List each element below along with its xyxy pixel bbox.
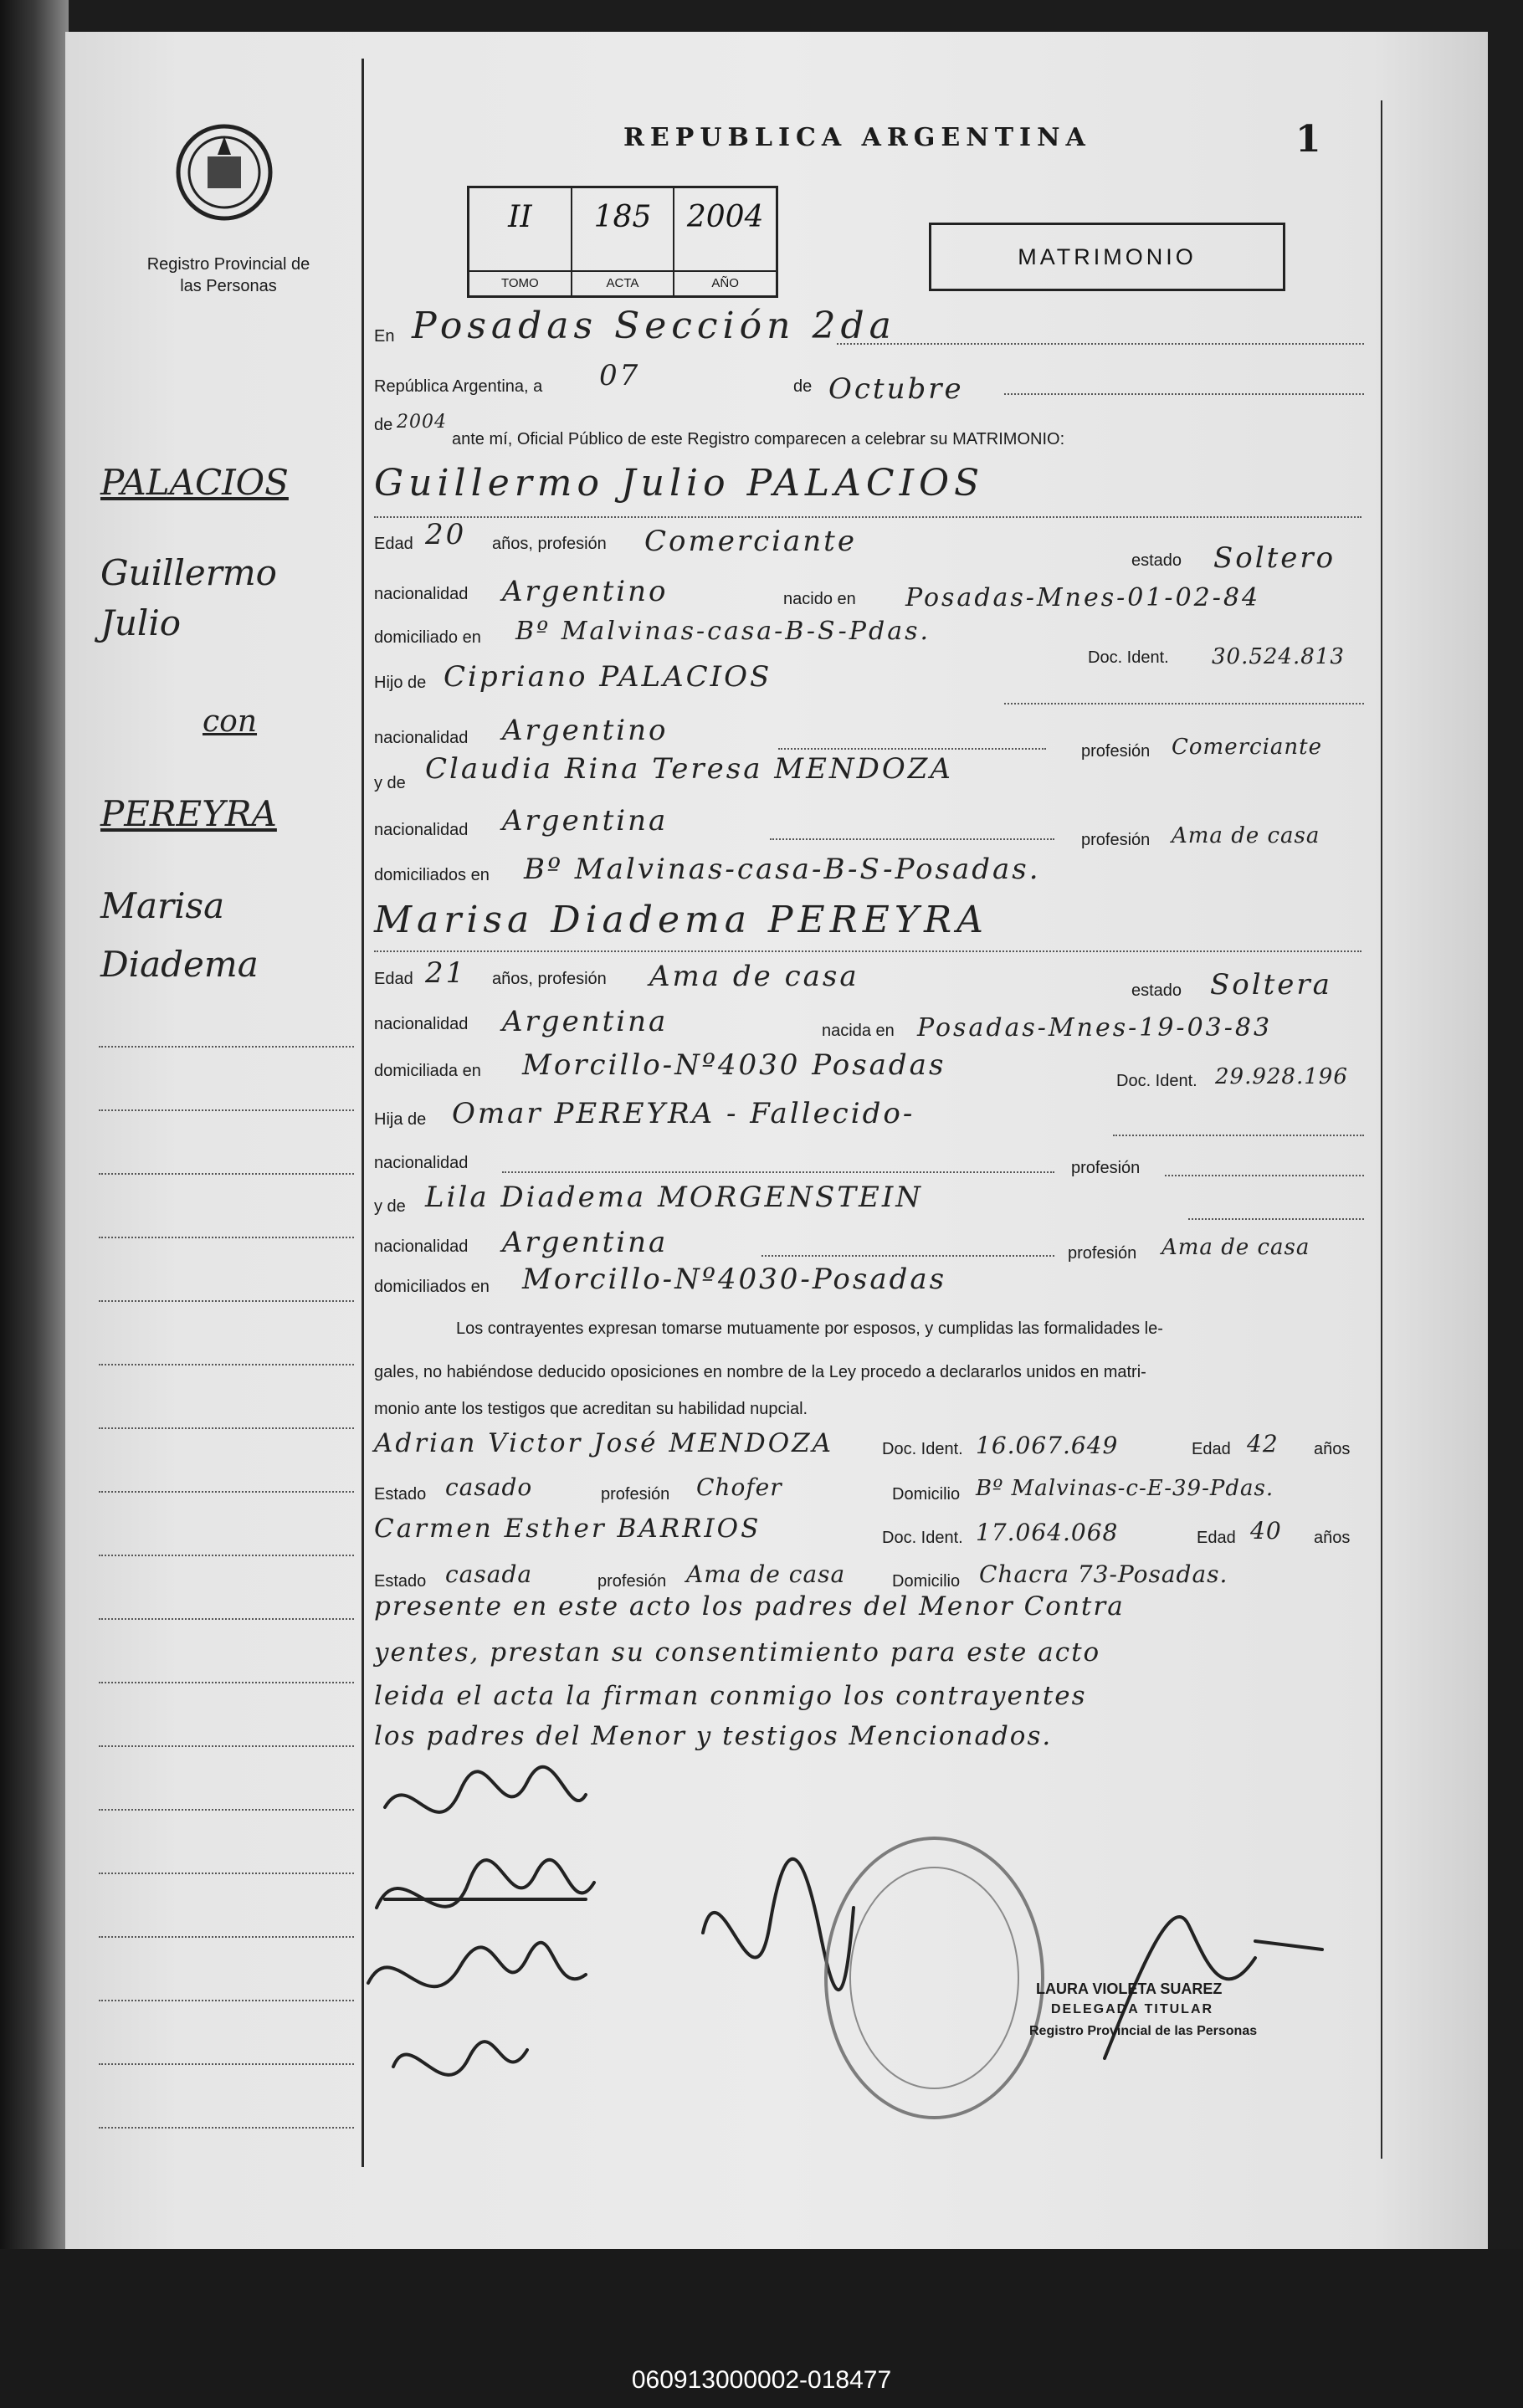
intro-day: 07: [599, 359, 641, 392]
groom-profesion: Comerciante: [644, 525, 857, 558]
groom-name-line: [374, 516, 1361, 518]
bride-padre-line: [1113, 1135, 1364, 1136]
witness2-prof-label: profesión: [597, 1572, 667, 1591]
intro-month: Octubre: [828, 372, 964, 406]
witness2-edad-label: Edad: [1197, 1529, 1236, 1547]
intro-year: 2004: [397, 412, 447, 433]
margin-given-groom-2: Julio: [100, 602, 182, 643]
witness1-edad-label: Edad: [1192, 1440, 1231, 1458]
registry-name: Registro Provincial de las Personas: [146, 255, 310, 295]
bride-prof-padre-label: profesión: [1071, 1159, 1141, 1177]
record-number-box: [467, 186, 778, 298]
witness2-estado: casada: [445, 1560, 533, 1588]
witness1-dom-label: Domicilio: [892, 1485, 961, 1504]
bride-dom-padres: Morcillo-Nº4030-Posadas: [522, 1263, 947, 1296]
tomo-value: II: [508, 200, 532, 234]
groom-yde-label: y de: [374, 774, 406, 792]
witness1-edad: 42: [1247, 1430, 1279, 1458]
book-spine: [0, 0, 69, 2408]
groom-anos-label: años, profesión: [492, 535, 607, 553]
officer-name: LAURA VIOLETA SUAREZ: [1036, 1980, 1223, 1997]
bride-profesion: Ama de casa: [649, 960, 859, 993]
footer-code: 060913000002-018477: [631, 2366, 892, 2394]
intro-month-line: [1004, 393, 1364, 395]
bride-prof-padre-line: [1165, 1175, 1364, 1176]
bride-edad: 21: [425, 956, 467, 990]
country-title: REPUBLICA ARGENTINA: [623, 123, 1091, 152]
witness1-name: Adrian Victor José MENDOZA: [374, 1428, 834, 1458]
bride-doc-label: Doc. Ident.: [1116, 1072, 1197, 1090]
groom-doms-label: domiciliados en: [374, 866, 490, 884]
bride-nac-madre-label: nacionalidad: [374, 1237, 469, 1256]
acta-value: 185: [593, 200, 652, 234]
bride-nac-madre-line: [762, 1255, 1054, 1257]
groom-nac-madre-line: [770, 838, 1054, 840]
groom-dom-padres: Bº Malvinas-casa-B-S-Posadas.: [524, 853, 1041, 886]
bride-madre-line: [1188, 1218, 1364, 1220]
bride-anos-label: años, profesión: [492, 970, 607, 988]
bride-estado: Soltera: [1210, 968, 1332, 1002]
statement-line-3: monio ante los testigos que acreditan su habilidad nupcial.: [374, 1400, 808, 1418]
groom-padre: Cipriano PALACIOS: [444, 660, 772, 694]
acta-cell: [572, 188, 675, 295]
groom-nacido: Posadas-Mnes-01-02-84: [905, 583, 1261, 612]
witness1-anos: años: [1314, 1440, 1351, 1458]
intro-de-year: de: [374, 416, 393, 434]
bride-nacionalidad: Argentina: [502, 1005, 669, 1038]
bride-padre: Omar PEREYRA - Fallecido-: [452, 1097, 915, 1130]
bride-nac-padre-line: [502, 1171, 1054, 1173]
tomo-label: TOMO: [469, 270, 571, 295]
witness1-doc-label: Doc. Ident.: [882, 1440, 963, 1458]
groom-dom-label: domiciliado en: [374, 628, 481, 647]
margin-surname-bride: PEREYRA: [100, 793, 277, 834]
registry-seal: [174, 121, 274, 223]
groom-estado-label: estado: [1131, 551, 1182, 570]
groom-nac-label: nacionalidad: [374, 585, 469, 603]
bride-dom-label: domiciliada en: [374, 1062, 481, 1080]
official-stamp: [824, 1837, 1044, 2119]
witness1-domicilio: Bº Malvinas-c-E-39-Pdas.: [976, 1476, 1274, 1501]
witness1-prof-label: profesión: [601, 1485, 670, 1504]
anio-label: AÑO: [674, 270, 776, 295]
bride-nacida: Posadas-Mnes-19-03-83: [917, 1013, 1273, 1043]
witness1-profesion: Chofer: [696, 1473, 782, 1501]
intro-ante: ante mí, Oficial Público de este Registro comparecen a celebrar su MATRIMONIO:: [452, 430, 1065, 448]
officer-office: Registro Provincial de las Personas: [1029, 2024, 1258, 2038]
witness1-doc: 16.067.649: [976, 1432, 1119, 1459]
witness1-estado: casado: [445, 1473, 533, 1501]
groom-nac-madre: Argentina: [502, 804, 669, 838]
statement-line-1: Los contrayentes expresan tomarse mutuamente por esposos, y cumplidas las formalidades le-: [456, 1319, 1163, 1338]
bride-name-line: [374, 950, 1361, 952]
bride-prof-madre: Ama de casa: [1161, 1235, 1310, 1260]
groom-prof-padre: Comerciante: [1172, 735, 1322, 760]
witness2-edad: 40: [1250, 1517, 1282, 1545]
statement-line-2: gales, no habiéndose deducido oposiciones en nombre de la Ley procedo a declararlos unidos en matri-: [374, 1363, 1146, 1381]
note-line-3: leida el acta la firman conmigo los contrayentes: [374, 1681, 1087, 1711]
witness2-name: Carmen Esther BARRIOS: [374, 1514, 762, 1544]
groom-nac-padre-line: [778, 748, 1046, 750]
bride-prof-madre-label: profesión: [1068, 1244, 1137, 1263]
witness2-domicilio: Chacra 73-Posadas.: [979, 1560, 1228, 1588]
note-line-2: yentes, prestan su consentimiento para este acto: [374, 1637, 1101, 1668]
bride-madre: Lila Diadema MORGENSTEIN: [425, 1181, 923, 1214]
groom-nacionalidad: Argentino: [502, 575, 669, 608]
groom-nac-madre-label: nacionalidad: [374, 821, 469, 839]
margin-given-bride-2: Diadema: [100, 944, 259, 985]
groom-doc: 30.524.813: [1212, 644, 1345, 669]
bride-estado-label: estado: [1131, 981, 1182, 1000]
margin-surname-groom: PALACIOS: [100, 462, 289, 503]
bride-nac-label: nacionalidad: [374, 1015, 469, 1033]
tomo-cell: [469, 188, 572, 295]
margin-given-groom-1: Guillermo: [100, 552, 277, 593]
bride-domicilio: Morcillo-Nº4030 Posadas: [522, 1048, 946, 1082]
intro-republica: República Argentina, a: [374, 377, 543, 396]
note-line-1: presente en este acto los padres del Menor Contra: [374, 1591, 1125, 1622]
groom-doc-label: Doc. Ident.: [1088, 648, 1169, 667]
groom-estado: Soltero: [1213, 541, 1336, 575]
groom-prof-madre: Ama de casa: [1172, 823, 1320, 848]
groom-edad-label: Edad: [374, 535, 413, 553]
groom-nac-padre: Argentino: [502, 714, 669, 747]
margin-given-bride-1: Marisa: [100, 885, 225, 926]
anio-value: 2004: [686, 200, 764, 234]
groom-padre-line: [1004, 703, 1364, 704]
witness2-doc-label: Doc. Ident.: [882, 1529, 963, 1547]
witness2-profesion: Ama de casa: [686, 1560, 846, 1588]
bride-yde-label: y de: [374, 1197, 406, 1216]
witness2-estado-label: Estado: [374, 1572, 427, 1591]
groom-madre: Claudia Rina Teresa MENDOZA: [425, 752, 953, 786]
intro-en: En: [374, 327, 395, 346]
intro-place-line: [837, 343, 1364, 345]
groom-name: Guillermo Julio PALACIOS: [374, 462, 985, 505]
bride-hija-label: Hija de: [374, 1110, 427, 1129]
groom-prof-madre-label: profesión: [1081, 831, 1151, 849]
officer-title: DELEGADA TITULAR: [1051, 2002, 1214, 2016]
witness2-dom-label: Domicilio: [892, 1572, 961, 1591]
witness2-anos: años: [1314, 1529, 1351, 1547]
intro-de: de: [793, 377, 813, 396]
record-type-box: MATRIMONIO: [929, 223, 1285, 291]
groom-nacido-label: nacido en: [783, 590, 856, 608]
acta-label: ACTA: [572, 270, 674, 295]
anio-cell: [674, 188, 776, 295]
bride-nacida-label: nacida en: [822, 1022, 895, 1040]
bride-doms-label: domiciliados en: [374, 1278, 490, 1296]
margin-con: con: [203, 704, 258, 739]
bride-name: Marisa Diadema PEREYRA: [374, 899, 988, 941]
groom-prof-padre-label: profesión: [1081, 742, 1151, 761]
bride-edad-label: Edad: [374, 970, 413, 988]
groom-hijo-label: Hijo de: [374, 674, 427, 692]
groom-nac-padre-label: nacionalidad: [374, 729, 469, 747]
witness2-doc: 17.064.068: [976, 1519, 1119, 1546]
witness1-estado-label: Estado: [374, 1485, 427, 1504]
page-number: 1: [1295, 118, 1321, 161]
note-line-4: los padres del Menor y testigos Mencionados.: [374, 1721, 1053, 1751]
groom-domicilio: Bº Malvinas-casa-B-S-Pdas.: [515, 617, 931, 646]
groom-edad: 20: [425, 518, 467, 551]
bride-nac-madre: Argentina: [502, 1226, 669, 1259]
bride-doc: 29.928.196: [1215, 1064, 1348, 1089]
bride-nac-padre-label: nacionalidad: [374, 1154, 469, 1172]
intro-place: Posadas Sección 2da: [412, 305, 896, 347]
